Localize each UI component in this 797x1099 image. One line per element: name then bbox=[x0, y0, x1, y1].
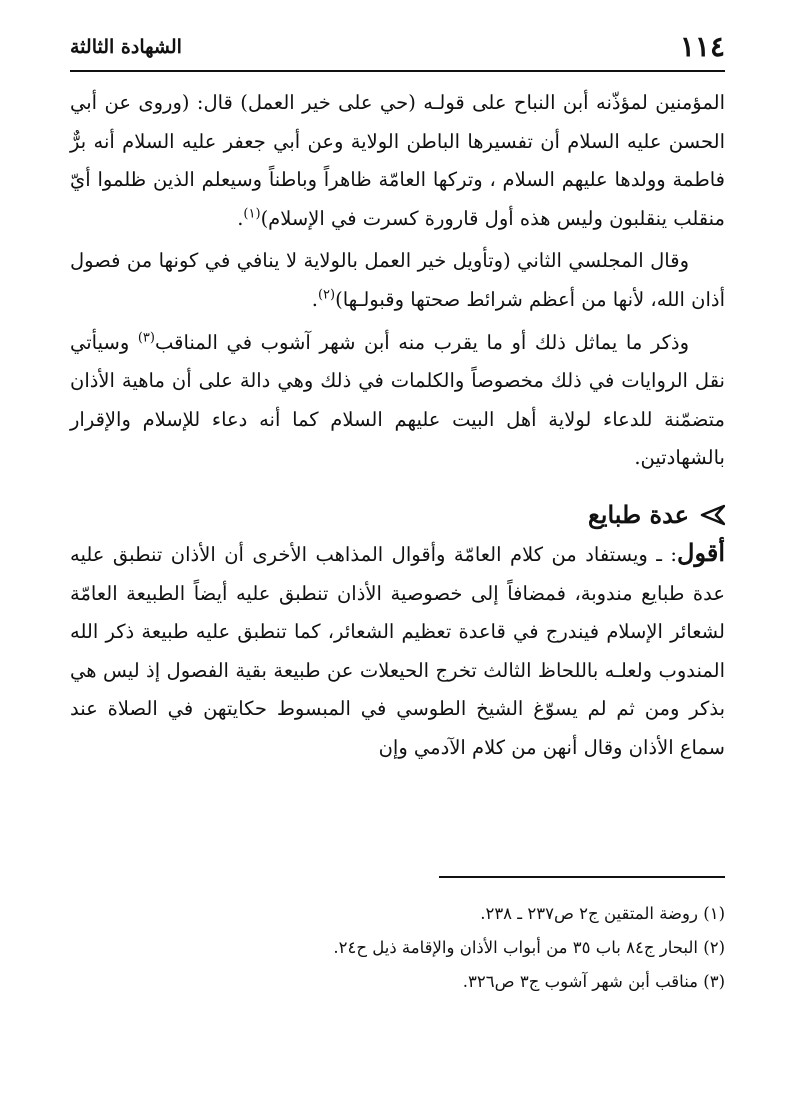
footnote-1: (١) روضة المتقين ج٢ ص٢٣٧ ـ ٢٣٨. bbox=[480, 904, 725, 923]
paragraph-2: وقال المجلسي الثاني (وتأويل خير العمل بالولاية لا ينافي في كونها من فصول أذان الله، لأنها من أعظم شرائط صحتها وقبولـها)$^{(٢)}$. bbox=[70, 249, 725, 311]
header-divider bbox=[70, 70, 725, 72]
paragraph-4: أقول: ـ ويستفاد من كلام العامّة وأقوال المذاهب الأخرى أن الأذان تنطبق عليه عدة طبايع مندوبة، فمضافاً إلى خصوصية الأذان تنطبق عليه أيضاً الطبيعة العامّة لشعائر الإسلام فيندرج في قاعدة تعظيم الشعائر، كما تنطبق عليه طبيعة ذكر الله المندوب ولعلـه باللحاظ الثالث تخرج الحيعلات عن طبيعة بقية الفصول إذ ليس هي بذكر ومن ثم لم يسوّغ الشيخ الطوسي في المبسوط حكايتهن في الصلاة عند سماع الأذان وقال أنهن من كلام الآدمي وإن bbox=[70, 537, 725, 759]
footnote-2: (٢) البحار ج٨٤ باب ٣٥ من أبواب الأذان والإقامة ذيل ح٢٤. bbox=[333, 938, 725, 957]
section-heading bbox=[70, 498, 725, 532]
footnote-ref-3: (٣) bbox=[137, 330, 155, 346]
footnote-3: (٣) مناقب أبن شهر آشوب ج٣ ص٣٢٦. bbox=[462, 972, 725, 991]
main-text bbox=[70, 84, 725, 768]
footnotes bbox=[70, 897, 725, 999]
running-title: الشهادة الثالثة bbox=[70, 36, 182, 58]
paragraph-1: المؤمنين لمؤذّنه أبن النباح على قولـه (حي على خير العمل) قال: (وروى عن أبي الحسن عليه السلام أن تفسيرها الباطن الولاية وعن أبي جعفر عليه السلام أنه برٌّ فاطمة وولدها عليهم السلام ، وتركها العامّة ظاهراً وباطناً وسيعلم الذين ظلموا أيّ منقلب ينقلبون وليس هذه أول قارورة كسرت في الإسلام)$^{(١)}$. bbox=[70, 91, 725, 230]
section-heading-text: عدة طبايع bbox=[588, 499, 689, 529]
footnote-ref-2: (٢) bbox=[317, 287, 336, 303]
paragraph-3: وذكر ما يماثل ذلك أو ما يقرب منه أبن شهر آشوب في المناقب$^{(٣)}$ وسيأتي نقل الروايات في ذلك مخصوصاً والكلمات في ذلك وهي دالة على أن ماهية الأذان متضمّنة للدعاء لولاية أهل البيت عليهم السلام كما أنه دعاء للإسلام والإقرار بالشهادتين. bbox=[70, 330, 725, 470]
qawl-marker: أقول bbox=[677, 537, 725, 567]
footnote-divider bbox=[439, 876, 725, 878]
arrow-left-icon bbox=[699, 504, 725, 526]
page-header bbox=[70, 26, 725, 66]
page-number: ١١٤ bbox=[679, 30, 725, 63]
footnote-ref-1: (١) bbox=[243, 206, 261, 222]
